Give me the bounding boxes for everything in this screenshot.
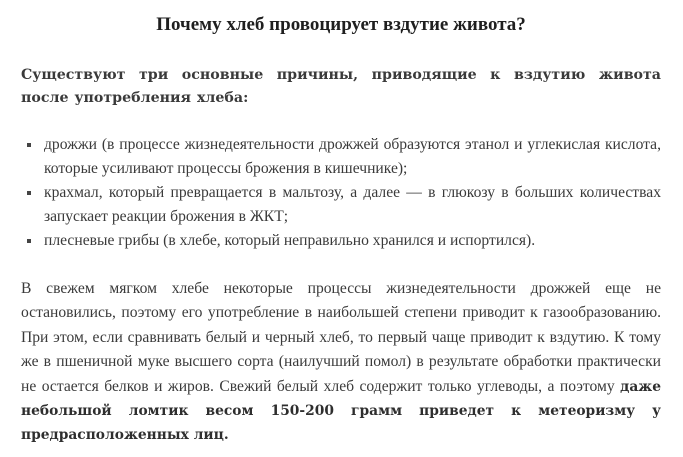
list-item-text: дрожжи (в процессе жизнедеятельности дрожжей образуются этанол и углекислая кислота, которые усиливают процессы брожения в кишечнике); [44,136,661,177]
body-text-plain: В свежем мягком хлебе некоторые процессы жизнедеятельности дрожжей еще не остановились, поэтому его употребление в наибольшей степени приводит к газообразованию. При этом, если сравнивать белый и черный хлеб, то первый чаще приводит к вздутию. К тому же в пшеничной муке высшего сорта (наилучший помол) в результате обработки практически не остается белков и жиров. Свежий белый хлеб содержит только углеводы, а поэтому [21,280,661,395]
list-item [21,181,661,229]
body-text-bold: даже небольшой ломтик весом 150-200 грамм приведет к метеоризму у предрасположенных лиц [21,378,661,444]
bullet-icon [27,191,31,195]
bullet-icon [27,239,31,243]
reasons-list [21,133,661,253]
list-item [21,229,661,253]
article-title: Почему хлеб провоцирует вздутие живота? [156,14,526,35]
lead-paragraph: Существуют три основные причины, приводящие к вздутию живота после употребления хлеба: [21,67,661,106]
list-item-text: плесневые грибы (в хлебе, который неправильно хранился и испортился). [44,232,536,249]
body-text-end: . [223,427,229,444]
bullet-icon [27,143,31,147]
list-item-text: крахмал, который превращается в мальтозу, а далее — в глюкозу в больших количествах запускает реакции брожения в ЖКТ; [44,184,661,225]
article [21,0,661,448]
list-item [21,133,661,181]
body-paragraph [21,277,661,448]
